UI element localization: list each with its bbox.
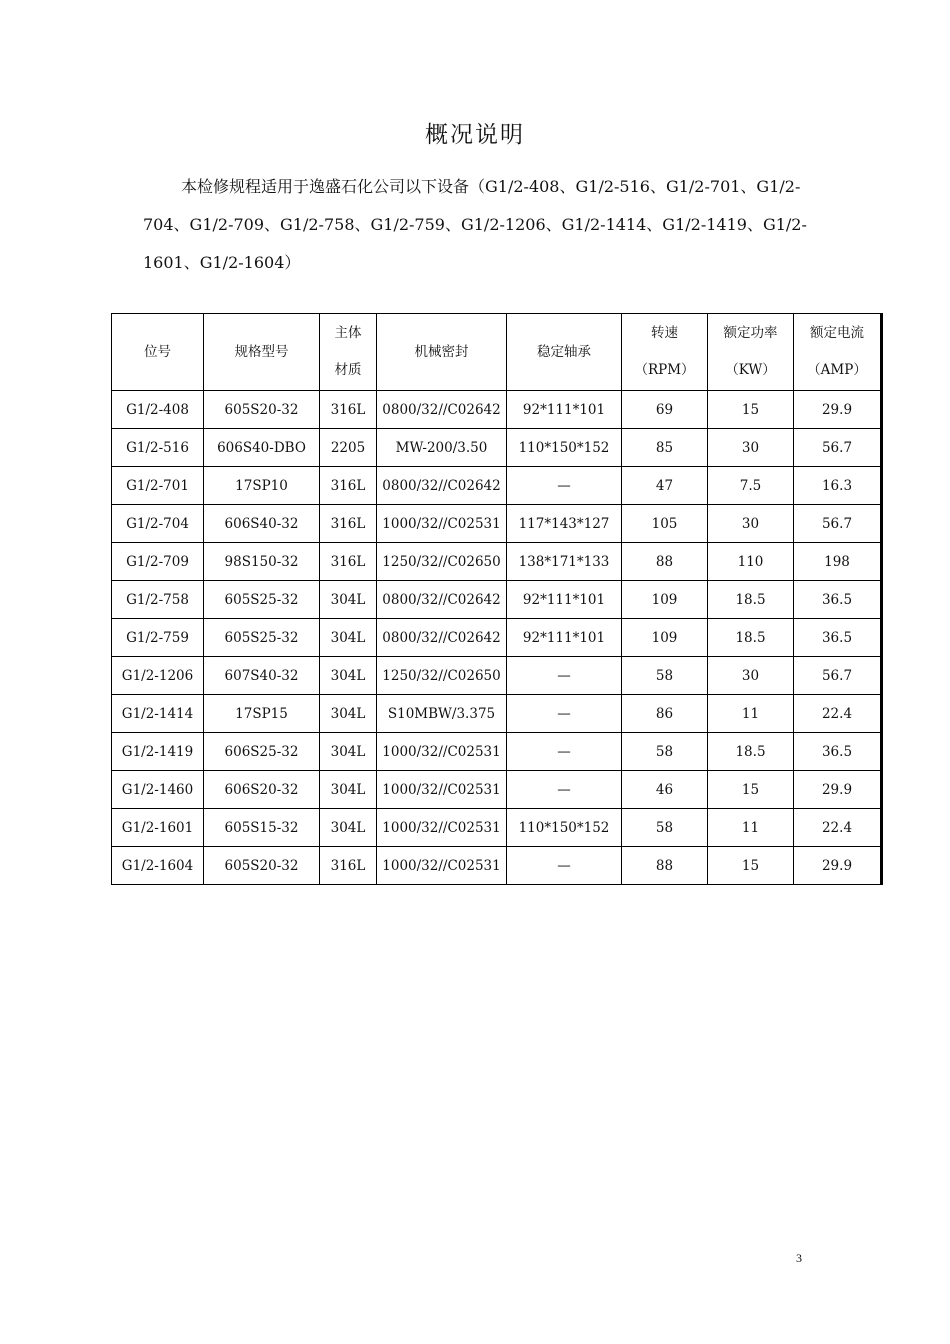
table-cell: 304L [320, 695, 377, 733]
table-cell: 7.5 [708, 467, 794, 505]
table-cell: 198 [794, 543, 882, 581]
table-cell: 0800/32//C02642 [377, 619, 507, 657]
table-cell: 30 [708, 657, 794, 695]
table-cell: G1/2-1601 [112, 809, 204, 847]
table-cell: G1/2-758 [112, 581, 204, 619]
table-cell: 47 [622, 467, 708, 505]
table-cell: 109 [622, 619, 708, 657]
table-cell: G1/2-759 [112, 619, 204, 657]
table-cell: S10MBW/3.375 [377, 695, 507, 733]
table-cell: 110*150*152 [507, 809, 622, 847]
header-cell: 稳定轴承 [507, 314, 622, 391]
table-row [112, 619, 882, 657]
table-cell: G1/2-1604 [112, 847, 204, 885]
table-cell: 69 [622, 391, 708, 429]
table-cell: 605S25-32 [204, 581, 320, 619]
table-cell: 605S15-32 [204, 809, 320, 847]
table-cell: 92*111*101 [507, 391, 622, 429]
table-cell: 58 [622, 657, 708, 695]
table-row [112, 771, 882, 809]
table-cell: 56.7 [794, 657, 882, 695]
table-cell: 110*150*152 [507, 429, 622, 467]
table-cell: 605S20-32 [204, 847, 320, 885]
table-cell: 18.5 [708, 581, 794, 619]
table-cell: G1/2-704 [112, 505, 204, 543]
intro-paragraph: 本检修规程适用于逸盛石化公司以下设备（G1/2-408、G1/2-516、G1/2-701、G1/2-704、G1/2-709、G1/2-758、G1/2-759、G1/2-1206、G1/2-1414、G1/2-1419、G1/2-1601、G1/2-1604） [143, 177, 807, 272]
table-cell: G1/2-516 [112, 429, 204, 467]
table-cell: — [507, 657, 622, 695]
table-cell: 92*111*101 [507, 619, 622, 657]
table-cell: 2205 [320, 429, 377, 467]
table-cell: 56.7 [794, 429, 882, 467]
table-cell: 304L [320, 619, 377, 657]
table-cell: 304L [320, 733, 377, 771]
header-cell: 机械密封 [377, 314, 507, 391]
table-cell: G1/2-1460 [112, 771, 204, 809]
table-cell: 15 [708, 771, 794, 809]
header-cell: 转速 （RPM） [622, 314, 708, 391]
page-number: 3 [796, 1251, 802, 1265]
header-cell: 规格型号 [204, 314, 320, 391]
table-cell: MW-200/3.50 [377, 429, 507, 467]
table-cell: 17SP10 [204, 467, 320, 505]
table-cell: 304L [320, 809, 377, 847]
table-cell: 98S150-32 [204, 543, 320, 581]
table-cell: 88 [622, 847, 708, 885]
table-cell: — [507, 695, 622, 733]
table-cell: 605S25-32 [204, 619, 320, 657]
table-cell: 117*143*127 [507, 505, 622, 543]
table-cell: 16.3 [794, 467, 882, 505]
table-row [112, 809, 882, 847]
table-cell: G1/2-1414 [112, 695, 204, 733]
table-cell: 92*111*101 [507, 581, 622, 619]
table-cell: 29.9 [794, 771, 882, 809]
table-cell: 0800/32//C02642 [377, 467, 507, 505]
table-cell: 11 [708, 809, 794, 847]
table-cell: 36.5 [794, 581, 882, 619]
header-cell: 位号 [112, 314, 204, 391]
table-cell: G1/2-1206 [112, 657, 204, 695]
table-cell: — [507, 771, 622, 809]
table-cell: 110 [708, 543, 794, 581]
table-cell: 11 [708, 695, 794, 733]
table-cell: 1000/32//C02531 [377, 847, 507, 885]
page-title: 概况说明 [425, 122, 525, 148]
table-row [112, 505, 882, 543]
table-cell: G1/2-1419 [112, 733, 204, 771]
table-cell: 56.7 [794, 505, 882, 543]
table-row [112, 391, 882, 429]
table-row [112, 543, 882, 581]
table-cell: 304L [320, 657, 377, 695]
table-cell: 606S20-32 [204, 771, 320, 809]
table-cell: 18.5 [708, 733, 794, 771]
table-cell: 316L [320, 543, 377, 581]
table-cell: 86 [622, 695, 708, 733]
table-cell: 29.9 [794, 847, 882, 885]
table-header-row [112, 314, 882, 391]
table-cell: 607S40-32 [204, 657, 320, 695]
header-cell: 主体 材质 [320, 314, 377, 391]
table-cell: 17SP15 [204, 695, 320, 733]
table-cell: — [507, 847, 622, 885]
table-cell: 36.5 [794, 733, 882, 771]
table-cell: — [507, 733, 622, 771]
table-cell: 88 [622, 543, 708, 581]
table-cell: 316L [320, 391, 377, 429]
table-row [112, 847, 882, 885]
equipment-spec-table [111, 313, 883, 885]
table-cell: 0800/32//C02642 [377, 581, 507, 619]
table-cell: 30 [708, 505, 794, 543]
table-cell: 46 [622, 771, 708, 809]
table-cell: G1/2-408 [112, 391, 204, 429]
table-cell: 1000/32//C02531 [377, 505, 507, 543]
table-body [112, 391, 882, 885]
table-cell: 304L [320, 771, 377, 809]
table-cell: 15 [708, 391, 794, 429]
table-cell: 138*171*133 [507, 543, 622, 581]
table-cell: G1/2-701 [112, 467, 204, 505]
table-cell: 30 [708, 429, 794, 467]
table-cell: 1000/32//C02531 [377, 809, 507, 847]
table-cell: 85 [622, 429, 708, 467]
table-cell: 316L [320, 505, 377, 543]
table-cell: 22.4 [794, 695, 882, 733]
table-cell: 109 [622, 581, 708, 619]
table-cell: 1250/32//C02650 [377, 657, 507, 695]
table-cell: — [507, 467, 622, 505]
table-cell: 18.5 [708, 619, 794, 657]
table-cell: 1250/32//C02650 [377, 543, 507, 581]
table-cell: 22.4 [794, 809, 882, 847]
table-cell: 1000/32//C02531 [377, 771, 507, 809]
table-row [112, 733, 882, 771]
table-cell: 29.9 [794, 391, 882, 429]
table-cell: 1000/32//C02531 [377, 733, 507, 771]
table-row [112, 695, 882, 733]
table-cell: 105 [622, 505, 708, 543]
table-cell: 0800/32//C02642 [377, 391, 507, 429]
table-cell: 605S20-32 [204, 391, 320, 429]
table-cell: 316L [320, 847, 377, 885]
table-cell: 304L [320, 581, 377, 619]
table-row [112, 467, 882, 505]
table-cell: 58 [622, 733, 708, 771]
table-cell: 606S40-32 [204, 505, 320, 543]
table-cell: 606S25-32 [204, 733, 320, 771]
table-row [112, 429, 882, 467]
table-row [112, 581, 882, 619]
header-cell: 额定电流 （AMP） [794, 314, 882, 391]
table-cell: 58 [622, 809, 708, 847]
table-cell: 36.5 [794, 619, 882, 657]
table-cell: 316L [320, 467, 377, 505]
table-cell: 606S40-DBO [204, 429, 320, 467]
table-cell: G1/2-709 [112, 543, 204, 581]
table-row [112, 657, 882, 695]
header-cell: 额定功率 （KW） [708, 314, 794, 391]
table-cell: 15 [708, 847, 794, 885]
